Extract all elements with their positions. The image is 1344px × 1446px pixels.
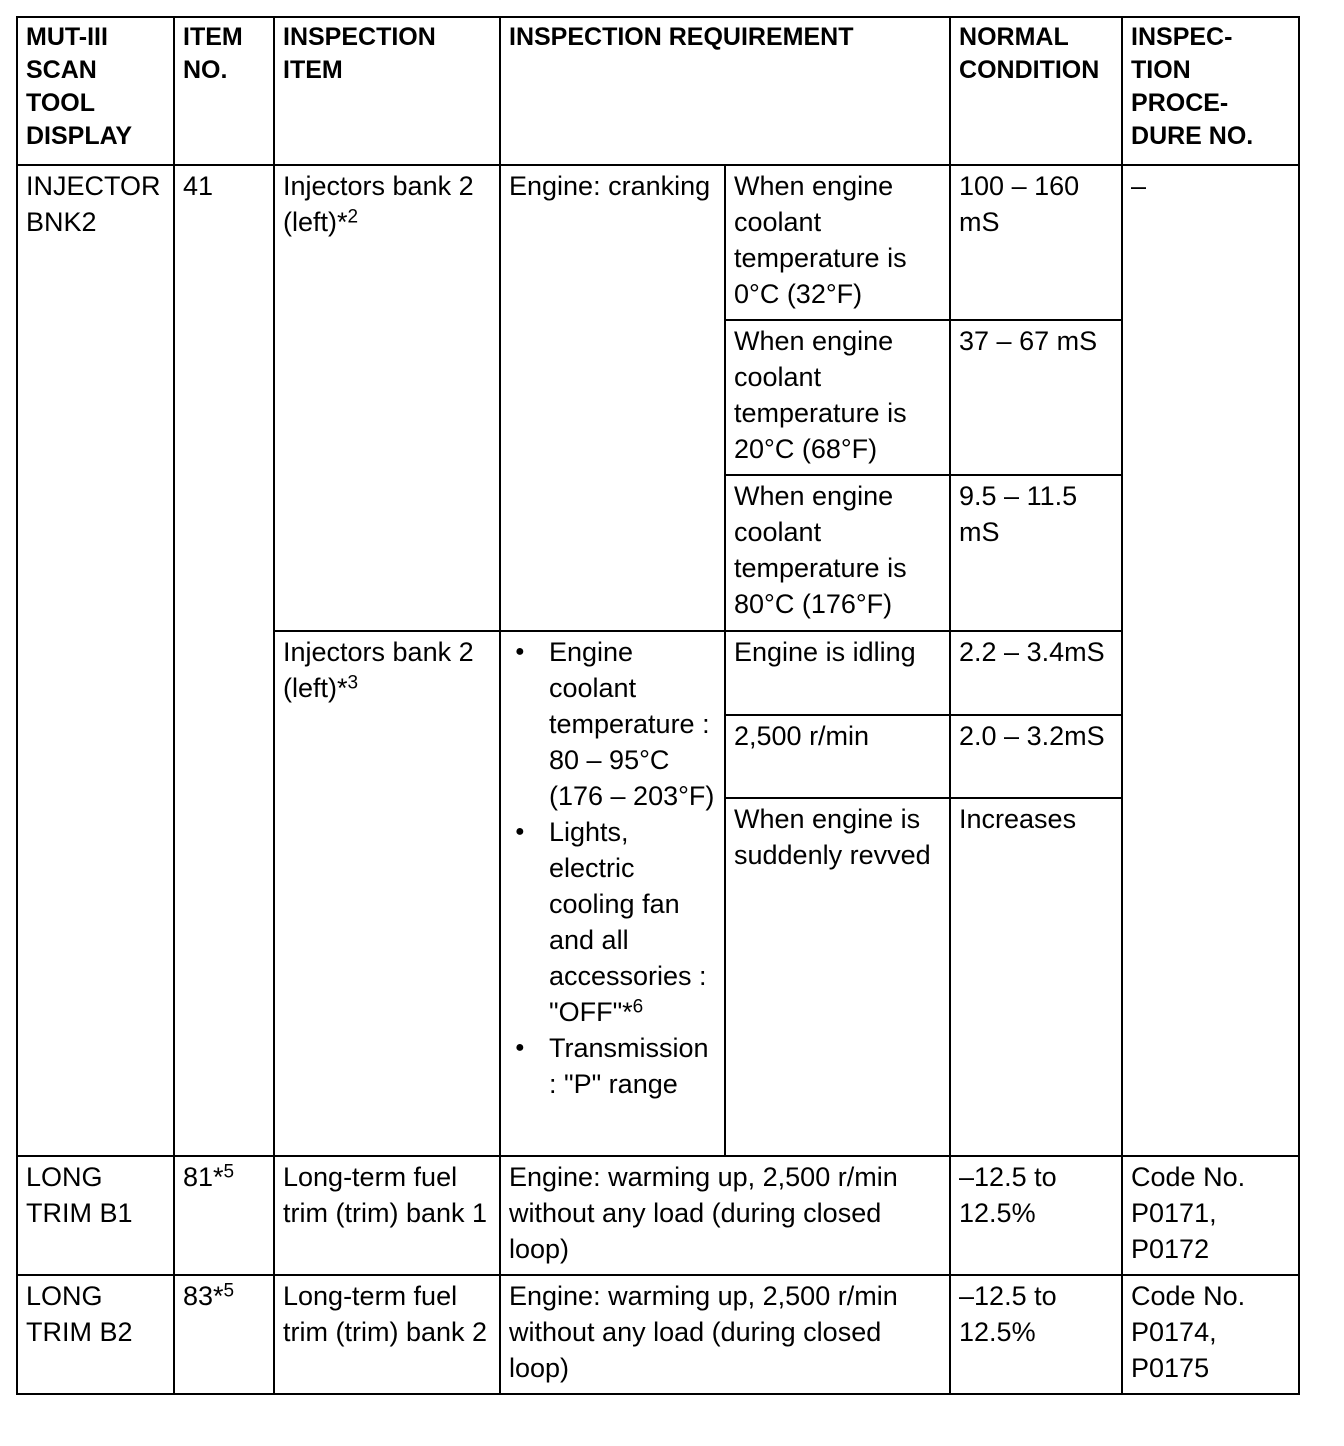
header-row xyxy=(17,17,1299,165)
condition-cell: When engine is suddenly revved xyxy=(725,798,950,1156)
condition-cell: 2,500 r/min xyxy=(725,715,950,798)
injector-cranking-item: Injectors bank 2 (left)*$^2$ xyxy=(274,165,500,631)
table-row xyxy=(17,1156,1299,1275)
condition-cell: When engine coolant temperature is 0°C (32°F) xyxy=(725,165,950,320)
normal-value-cell: 9.5 – 11.5 mS xyxy=(950,475,1122,631)
injector-item-no: 41 xyxy=(174,165,274,1156)
condition-cell: Engine is idling xyxy=(725,631,950,715)
long-trim-item: Long-term fuel trim (trim) bank 1 xyxy=(274,1156,500,1275)
injector-running-item: Injectors bank 2 (left)*$^3$ xyxy=(274,631,500,1156)
header-procedure-no: INSPEC-TION PROCE-DURE NO. xyxy=(1122,17,1299,165)
injector-running-requirement xyxy=(500,631,725,1156)
long-trim-display: LONG TRIM B1 xyxy=(17,1156,174,1275)
header-requirement: INSPECTION REQUIREMENT xyxy=(500,17,950,165)
condition-cell: When engine coolant temperature is 80°C (176°F) xyxy=(725,475,950,631)
list-item: ● Engine coolant temperature : 80 – 95°C (176 – 203°F) xyxy=(509,634,717,814)
long-trim-item: Long-term fuel trim (trim) bank 2 xyxy=(274,1275,500,1394)
condition-cell: When engine coolant temperature is 20°C (68°F) xyxy=(725,320,950,475)
injector-display: INJECTOR BNK2 xyxy=(17,165,174,1156)
list-item: ● Transmission : "P" range xyxy=(509,1030,717,1102)
normal-value-cell: 37 – 67 mS xyxy=(950,320,1122,475)
normal-value-cell: 2.0 – 3.2mS xyxy=(950,715,1122,798)
header-display: MUT-III SCAN TOOL DISPLAY xyxy=(17,17,174,165)
header-item-no: ITEM NO. xyxy=(174,17,274,165)
long-trim-normal: –12.5 to 12.5% xyxy=(950,1275,1122,1394)
normal-value-cell: 100 – 160 mS xyxy=(950,165,1122,320)
header-normal-condition: NORMAL CONDITION xyxy=(950,17,1122,165)
long-trim-procedure: Code No. P0171, P0172 xyxy=(1122,1156,1299,1275)
inspection-table xyxy=(16,16,1300,1395)
long-trim-item-no: 81*$^5$ xyxy=(174,1156,274,1275)
long-trim-requirement: Engine: warming up, 2,500 r/min without any load (during closed loop) xyxy=(500,1275,950,1394)
injector-procedure: – xyxy=(1122,165,1299,1156)
condition-list xyxy=(509,634,717,1102)
injector-cranking-requirement: Engine: cranking xyxy=(500,165,725,631)
header-inspection-item: INSPECTION ITEM xyxy=(274,17,500,165)
list-item: ● Lights, electric cooling fan and all accessories : "OFF"*$^6$ xyxy=(509,814,717,1030)
long-trim-procedure: Code No. P0174, P0175 xyxy=(1122,1275,1299,1394)
long-trim-display: LONG TRIM B2 xyxy=(17,1275,174,1394)
long-trim-requirement: Engine: warming up, 2,500 r/min without any load (during closed loop) xyxy=(500,1156,950,1275)
long-trim-item-no: 83*$^5$ xyxy=(174,1275,274,1394)
long-trim-normal: –12.5 to 12.5% xyxy=(950,1156,1122,1275)
normal-value-cell: Increases xyxy=(950,798,1122,1156)
normal-value-cell: 2.2 – 3.4mS xyxy=(950,631,1122,715)
table-row xyxy=(17,1275,1299,1394)
table-row xyxy=(17,165,1299,320)
